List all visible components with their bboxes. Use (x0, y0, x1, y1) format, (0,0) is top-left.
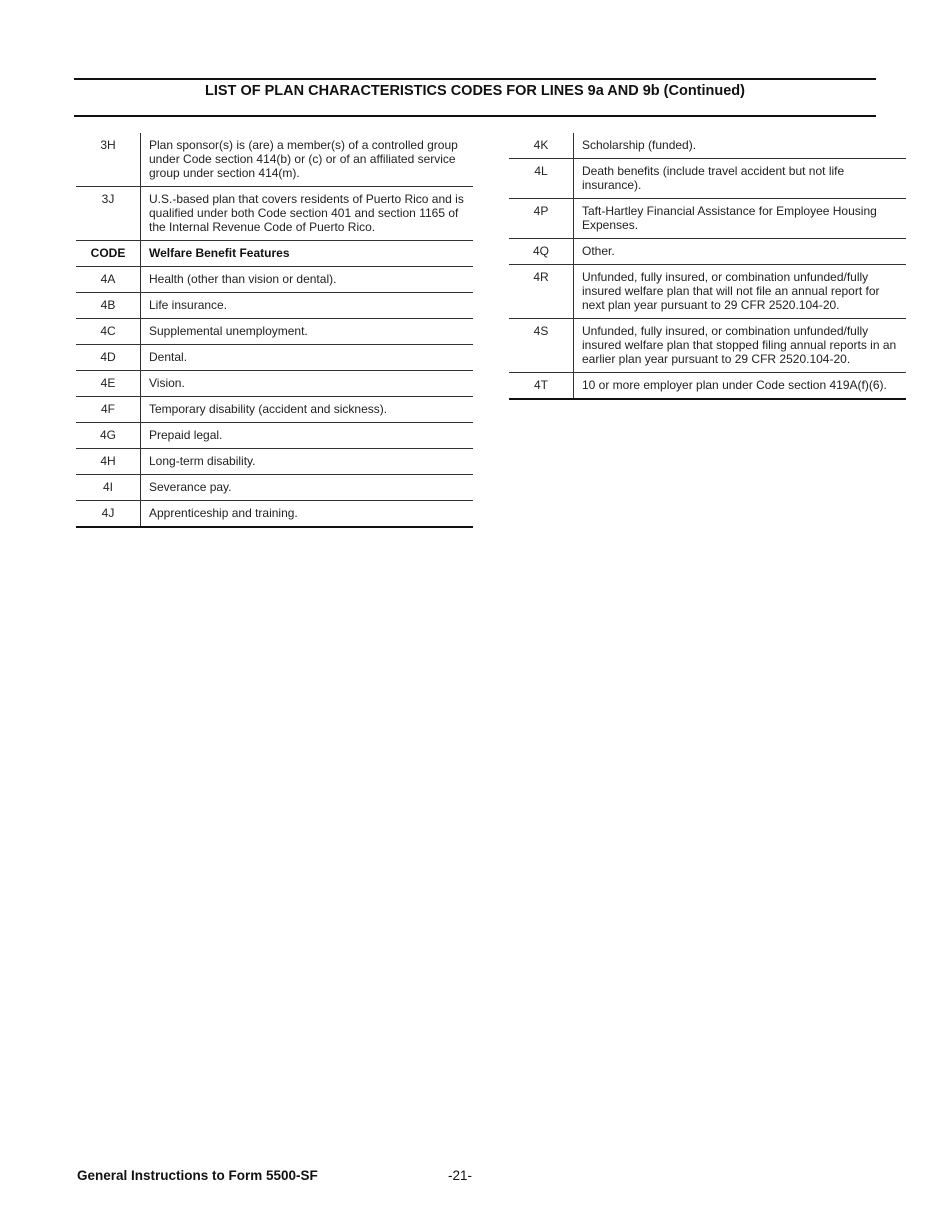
table-row (76, 133, 473, 187)
code-cell: 4L (509, 159, 574, 199)
table-row (76, 187, 473, 241)
table-row (509, 159, 906, 199)
description-cell: Apprenticeship and training. (141, 501, 474, 528)
left-codes-table (76, 133, 473, 528)
section-heading-cell: Welfare Benefit Features (141, 241, 474, 267)
description-cell: Long-term disability. (141, 449, 474, 475)
description-cell: Life insurance. (141, 293, 474, 319)
table-row (76, 293, 473, 319)
code-cell: 4E (76, 371, 141, 397)
code-cell: 3H (76, 133, 141, 187)
description-cell: Plan sponsor(s) is (are) a member(s) of a controlled group under Code section 414(b) or (c) or of an affiliated service group under section 414(m). (141, 133, 474, 187)
code-cell: 4J (76, 501, 141, 528)
table-row (76, 267, 473, 293)
description-cell: Unfunded, fully insured, or combination unfunded/fully insured welfare plan that stopped filing annual reports in an earlier plan year pursuant to 29 CFR 2520.104-20. (574, 319, 907, 373)
description-cell: Unfunded, fully insured, or combination unfunded/fully insured welfare plan that will not file an annual report for next plan year pursuant to 29 CFR 2520.104-20. (574, 265, 907, 319)
code-cell: 4T (509, 373, 574, 400)
code-cell: 4D (76, 345, 141, 371)
code-column-header: CODE (76, 241, 141, 267)
footer-document-title: General Instructions to Form 5500-SF (77, 1168, 318, 1183)
code-cell: 4S (509, 319, 574, 373)
footer-page-number: -21- (448, 1168, 473, 1183)
table-row (76, 501, 473, 528)
table-row (76, 345, 473, 371)
table-row (509, 373, 906, 400)
table-row (76, 319, 473, 345)
code-cell: 4A (76, 267, 141, 293)
table-row (76, 397, 473, 423)
description-cell: Death benefits (include travel accident but not life insurance). (574, 159, 907, 199)
description-cell: Health (other than vision or dental). (141, 267, 474, 293)
table-row (76, 449, 473, 475)
table-row (509, 265, 906, 319)
code-cell: 4Q (509, 239, 574, 265)
description-cell: Other. (574, 239, 907, 265)
description-cell: Taft-Hartley Financial Assistance for Employee Housing Expenses. (574, 199, 907, 239)
table-row (76, 475, 473, 501)
description-cell: Prepaid legal. (141, 423, 474, 449)
code-cell: 4H (76, 449, 141, 475)
page-title: LIST OF PLAN CHARACTERISTICS CODES FOR LINES 9a AND 9b (Continued) (205, 83, 745, 99)
code-cell: 4I (76, 475, 141, 501)
code-cell: 4K (509, 133, 574, 159)
code-cell: 4F (76, 397, 141, 423)
table-row (509, 319, 906, 373)
description-cell: Temporary disability (accident and sickness). (141, 397, 474, 423)
title-bottom-rule (74, 115, 876, 117)
code-cell: 4P (509, 199, 574, 239)
right-codes-table (509, 133, 906, 400)
table-row (509, 133, 906, 159)
description-cell: Supplemental unemployment. (141, 319, 474, 345)
description-cell: Severance pay. (141, 475, 474, 501)
table-row (76, 371, 473, 397)
description-cell: Dental. (141, 345, 474, 371)
description-cell: 10 or more employer plan under Code section 419A(f)(6). (574, 373, 907, 400)
code-cell: 4B (76, 293, 141, 319)
code-cell: 4R (509, 265, 574, 319)
description-cell: U.S.-based plan that covers residents of Puerto Rico and is qualified under both Code section 401 and section 1165 of the Internal Revenue Code of Puerto Rico. (141, 187, 474, 241)
table-row (76, 423, 473, 449)
description-cell: Scholarship (funded). (574, 133, 907, 159)
code-cell: 4C (76, 319, 141, 345)
table-row (509, 199, 906, 239)
table-row (509, 239, 906, 265)
description-cell: Vision. (141, 371, 474, 397)
top-rule (74, 78, 876, 80)
table-header-row (76, 241, 473, 267)
code-cell: 3J (76, 187, 141, 241)
code-cell: 4G (76, 423, 141, 449)
